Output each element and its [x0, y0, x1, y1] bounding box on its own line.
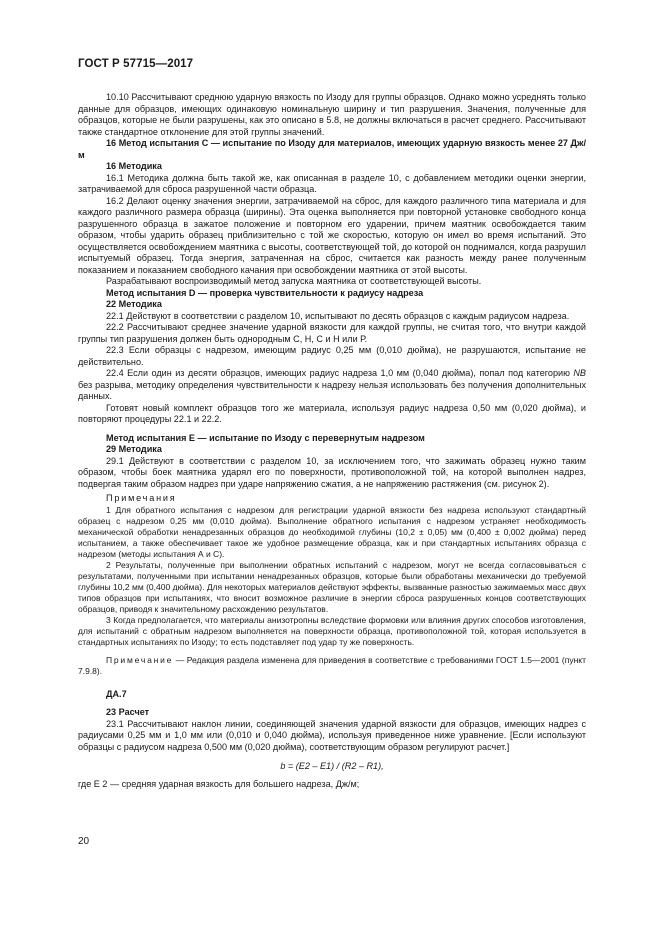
section-heading-method-e: Метод испытания Е — испытание по Изоду с перевернутым надрезом	[106, 432, 425, 443]
nb-term: NB	[573, 368, 586, 378]
subsection-heading-16: 16 Методика	[106, 161, 162, 171]
paragraph-22-3: 22.3 Если образцы с надрезом, имеющим радиус 0,25 мм (0,010 дюйма), не разрушаются, испытание не действительно.	[78, 345, 586, 367]
note-3: 3 Когда предполагается, что материалы анизотропны вследствие формовки или влияния других способов изготовления, для испытаний с обратным надрезом выполняется на поверхности образца, противоположной той, которая используется в стандартных испытаниях по Изоду; то есть подставляет под удар ту же поверхность.	[78, 614, 586, 647]
paragraph-10-10: 10.10 Рассчитывают среднюю ударную вязкость по Изоду для группы образцов. Однако можно усреднять только данные для образцов, имеющих одинаковую номинальную ширину и тип разрушения. Значения, полученные для образцов, которые не были разрушены, как это описано в 5.8, не должны включаться в расчет среднего. Рассчитывают также стандартное отклонение для этой группы значений.	[78, 92, 586, 137]
paragraph-29-1: 29.1 Действуют в соответствии с разделом 10, за исключением того, что зажимать образец нужно таким образом, чтобы боек маятника ударял его по поверхности, противоположной той, на которой выполнен надрез, подвергая таким образом надрез при ударе напряжению сжатия, а не напряжению растяжения (см. рисунок 2).	[78, 455, 586, 489]
paragraph-22-4-part2: без разрыва, методику определения чувствительности к надрезу нельзя использовать без получения дополнительных данных.	[78, 379, 586, 401]
paragraph-16-1: 16.1 Методика должна быть такой же, как описанная в разделе 10, с добавлением методики оценки энергии, затрачиваемой для сброса разрушенной части образца.	[78, 172, 586, 194]
document-body	[78, 92, 586, 790]
paragraph-new-set: Готовят новый комплект образцов того же материала, используя радиус надреза 0,50 мм (0,020 дюйма), и повторяют процедуры 22.1 и 22.2.	[78, 402, 586, 424]
subsection-heading-22: 22 Методика	[106, 299, 162, 309]
paragraph-22-4-part1: 22.4 Если один из десяти образцов, имеющих радиус надреза 1,0 мм (0,040 дюйма), попал под категорию	[106, 368, 574, 378]
subsection-heading-29: 29 Методика	[106, 444, 162, 454]
note-edition	[78, 655, 586, 677]
standard-header: ГОСТ Р 57715—2017	[78, 58, 194, 70]
page-number: 20	[78, 836, 90, 847]
paragraph-22-2: 22.2 Рассчитывают среднее значение ударной вязкости для каждой группы, не считая того, что внутри каждой группы тип разрушения должен быть однородным С, Н, С и Н или Р.	[78, 322, 586, 344]
section-heading-method-c: 16 Метод испытания С — испытание по Изоду для материалов, имеющих ударную вязкость менее 27 Дж/м	[78, 138, 586, 160]
note-2: 2 Результаты, полученные при выполнении обратных испытаний с надрезом, могут не всегда согласовываться с результатами, полученными при испытании ненадрезанных образцов, которые были обработаны механически до требуемой глубины 10,2 мм (0,400 дюйма). Для некоторых материалов действуют эффекты, вызванные разностью зажимаемых масс двух типов образцов при испытаниях, что вносит возможное различие в энергии сброса разрушенных концов соответствующих образцов, приводя к значительному расхождению результатов.	[78, 559, 586, 614]
notes-title: Примечания	[106, 493, 177, 503]
note-1: 1 Для обратного испытания с надрезом для регистрации ударной вязкости без надреза используют стандартный образец с надрезом 0,25 мм (0,010 дюйма). Выполнение обратного испытания с надрезом устраняет необходимость механической обработки ненадрезанных образцов до необходимой глубины (10,2 ± 0,05) мм (0,400 ± 0,002 дюйма) перед испытанием, а также обеспечивает такое же удобное размещение образца, как и при стандартных испытаниях образца с надрезом (методы испытания А и С).	[78, 504, 586, 559]
paragraph-16-2: 16.2 Делают оценку значения энергии, затрачиваемой на сброс, для каждого различного типа материала и для каждого различного размера образца (ширины). Эта оценка выполняется при повторной установке свободного конца разрушенного образца в зажатое положение и повторном его ударении, причем маятник освобождается таким образом, чтобы ударить образец приблизительно с той же скоростью, которую он имел во время испытаний. Это осуществляется освобождением маятника с высоты, соответствующей той, до которой он поднимался, когда разрушил испытуемый образец. Тогда энергия, затраченная на сброс, считается как разность между ранее полученным показанием и показанием свободного качания при освобождении маятника от этой высоты.	[78, 195, 586, 275]
note-edition-label: Примечание	[106, 654, 174, 665]
subsection-heading-23: 23 Расчет	[106, 707, 150, 717]
annex-da7-heading: ДА.7	[106, 688, 127, 699]
paragraph-22-1: 22.1 Действуют в соответствии с разделом 10, испытывают по десять образцов с каждым радиусом надреза.	[106, 310, 570, 321]
paragraph-23-1: 23.1 Рассчитывают наклон линии, соединяющей значения ударной вязкости для образцов, имеющих надрез с радиусами 0,25 мм и 1,0 мм или (0,010 и 0,040 дюйма), используя приведенное ниже уравнение. [Если используют образцы с радиусом надреза 0,500 мм (0,020 дюйма), соответствующим образом регулируют расчет.]	[78, 718, 586, 752]
paragraph-22-4	[78, 368, 586, 403]
slope-formula: b = (E2 – E1) / (R2 – R1),	[280, 761, 384, 771]
section-heading-method-d: Метод испытания D — проверка чувствительности к радиусу надреза	[106, 287, 424, 298]
note-edition-text: — Редакция раздела изменена для приведения в соответствие с требованиями ГОСТ 1.5—2001 (пункт 7.9.8).	[78, 654, 586, 676]
formula-where-clause: где E 2 — средняя ударная вязкость для большего надреза, Дж/м;	[78, 778, 360, 789]
paragraph-pendulum-method: Разрабатывают воспроизводимый метод запуска маятника от соответствующей высоты.	[106, 276, 482, 286]
